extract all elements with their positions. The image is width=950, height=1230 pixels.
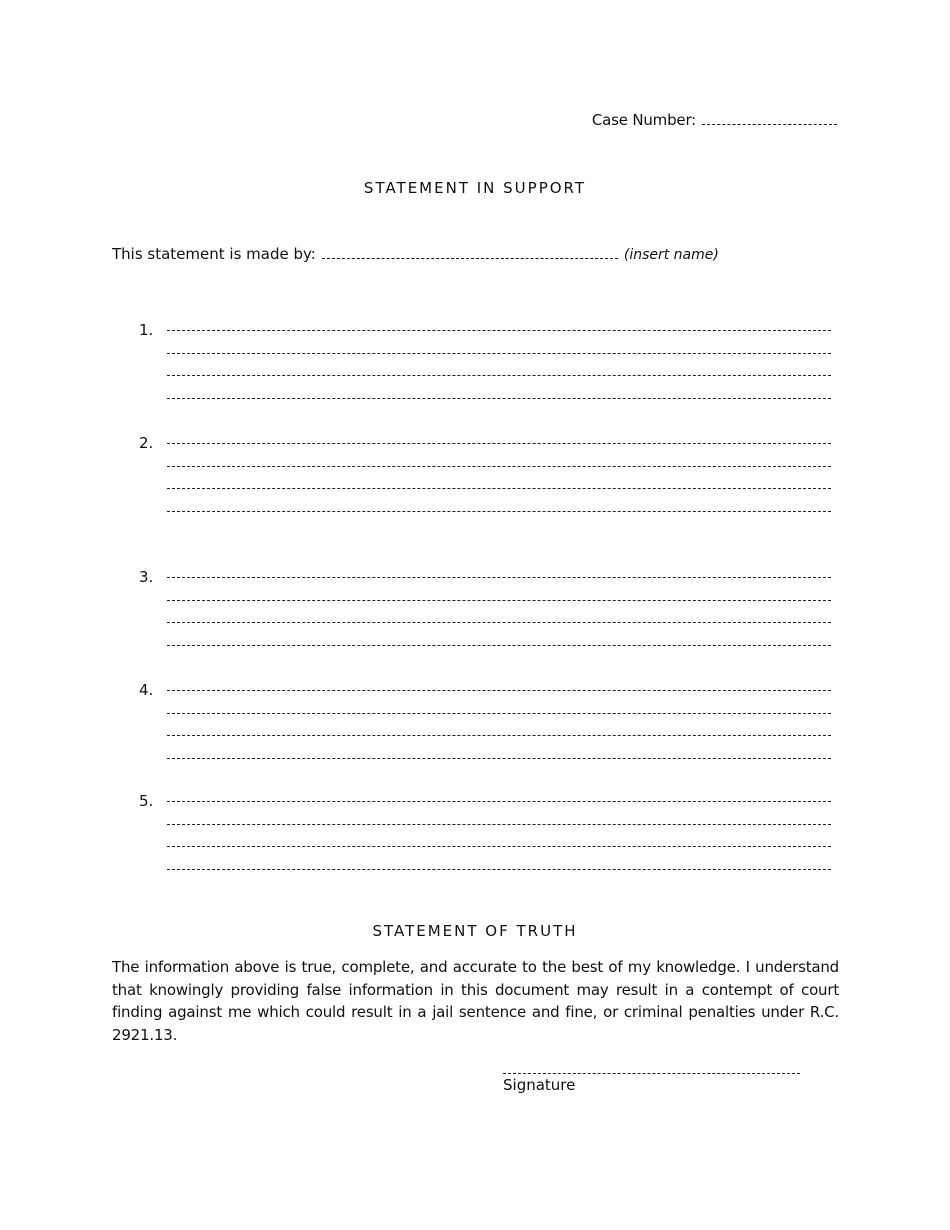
made-by-label: This statement is made by: [112,245,316,263]
item-number: 3. [139,568,154,586]
item-number: 2. [139,434,154,452]
item-number: 4. [139,681,154,699]
item-number: 1. [139,321,154,339]
item-blank-line[interactable] [167,869,831,870]
item-blank-line[interactable] [167,443,831,444]
insert-name-hint: (insert name) [623,247,719,263]
item-blank-line[interactable] [167,330,831,331]
item-blank-line[interactable] [167,511,831,512]
statement-of-truth-heading: STATEMENT OF TRUTH [372,922,578,940]
item-blank-line[interactable] [167,801,831,802]
item-blank-line[interactable] [167,690,831,691]
statement-of-truth-text: The information above is true, complete, and accurate to the best of my knowledge. I understand that knowingly providing false information in this document may result in a contempt of court finding against me which could result in a jail sentence and fine, or criminal penalties under R.C. 2921.13. [112,958,839,1044]
case-number-label: Case Number: [591,111,696,129]
item-number: 5. [139,792,154,810]
page-title: STATEMENT IN SUPPORT [363,179,587,197]
made-by-field [112,245,719,263]
case-number-blank[interactable] [702,111,837,125]
item-blank-line[interactable] [167,713,831,714]
case-number-field [592,111,837,129]
item-blank-line[interactable] [167,466,831,467]
item-blank-line[interactable] [167,600,831,601]
signature-label: Signature [503,1076,576,1094]
item-blank-line[interactable] [167,622,831,623]
item-blank-line[interactable] [167,577,831,578]
item-blank-line[interactable] [167,353,831,354]
item-blank-line[interactable] [167,758,831,759]
made-by-name-blank[interactable] [322,245,618,259]
signature-line[interactable] [503,1073,800,1074]
item-blank-line[interactable] [167,375,831,376]
item-blank-line[interactable] [167,398,831,399]
item-blank-line[interactable] [167,488,831,489]
item-blank-line[interactable] [167,846,831,847]
item-blank-line[interactable] [167,645,831,646]
item-blank-line[interactable] [167,735,831,736]
item-blank-line[interactable] [167,824,831,825]
